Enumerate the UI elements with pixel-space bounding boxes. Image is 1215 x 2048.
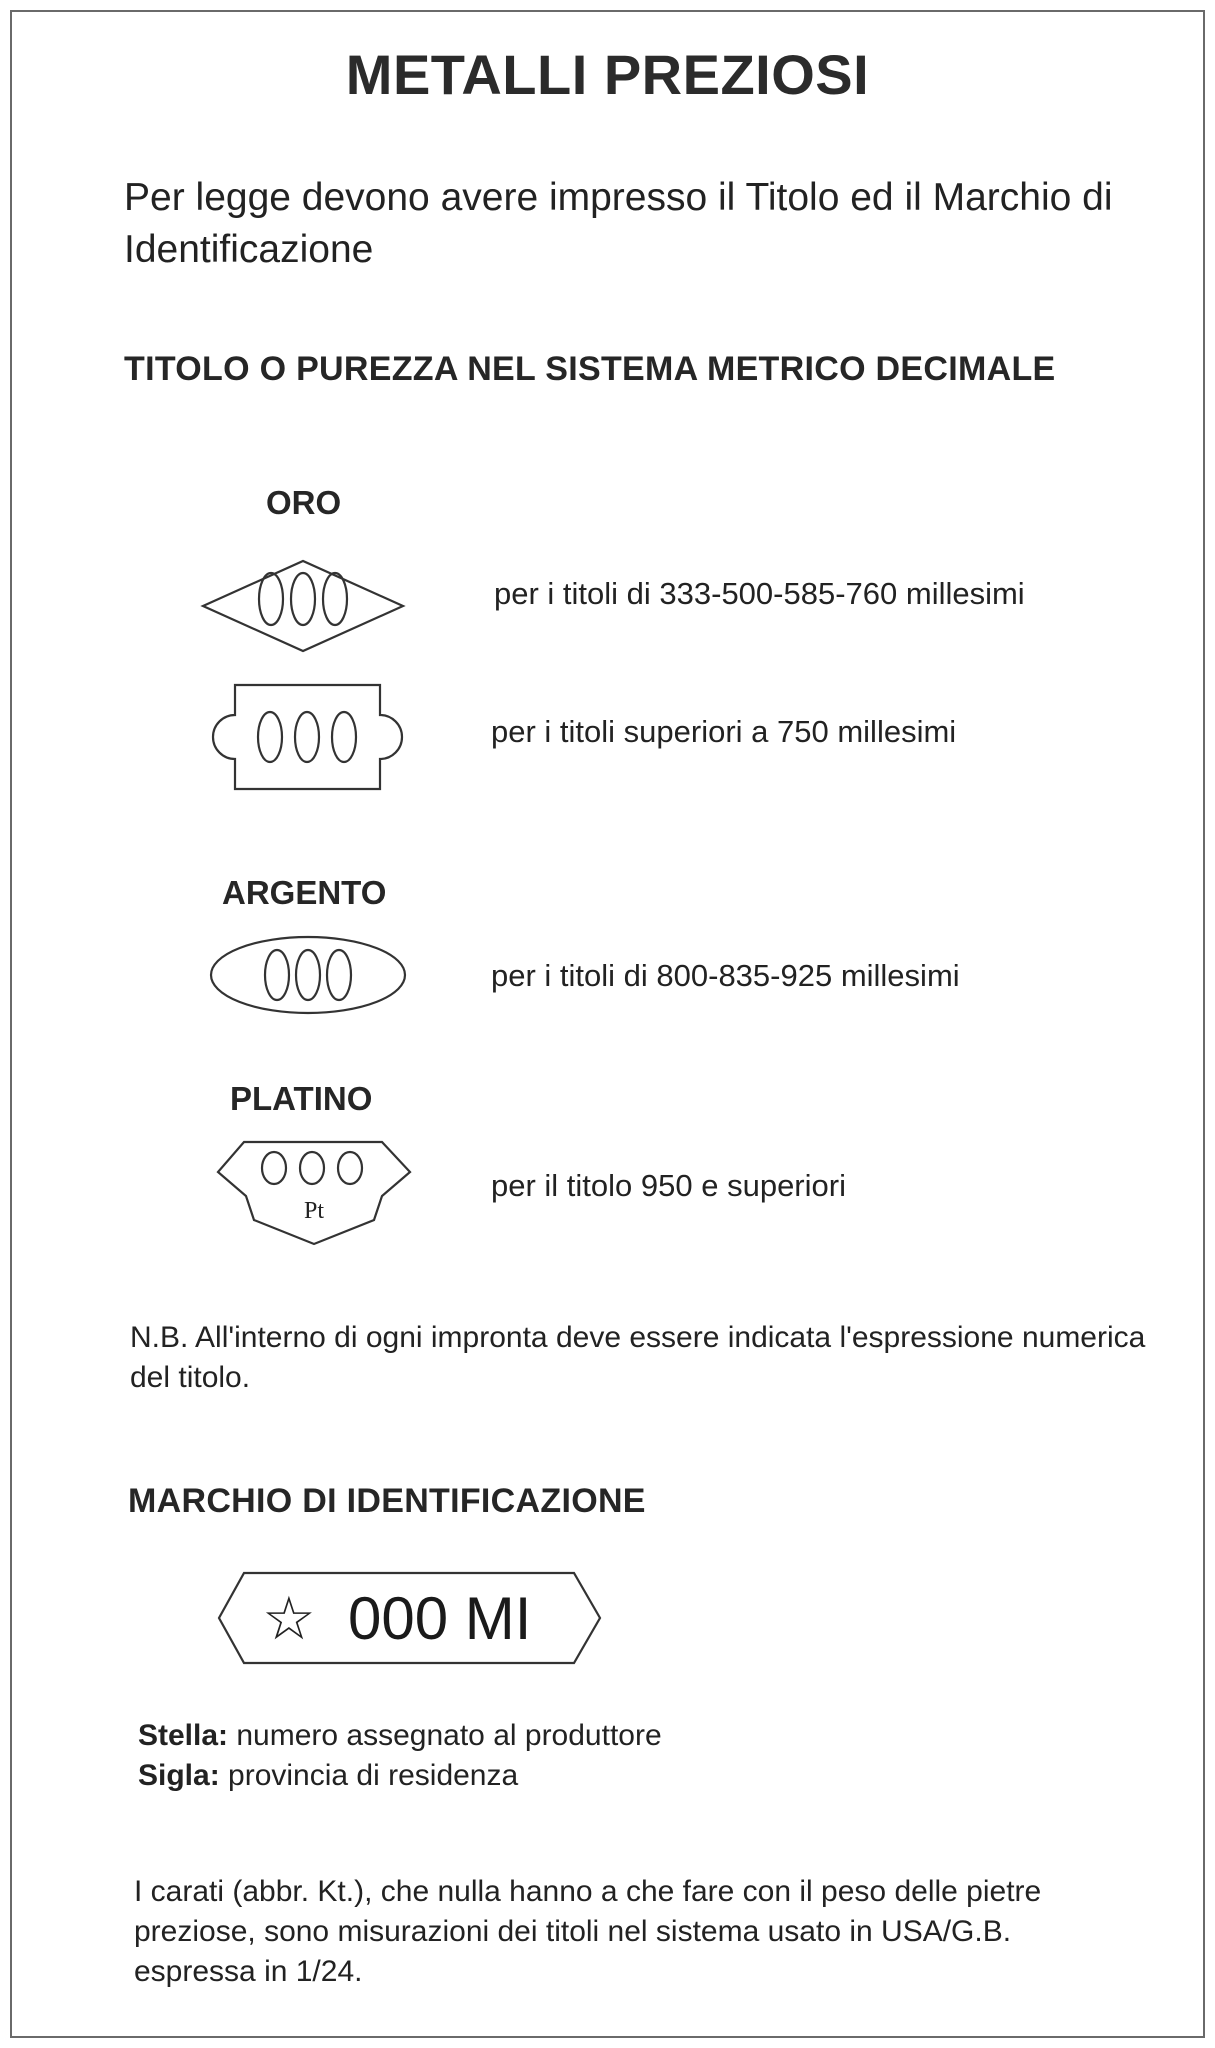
legend-stella-text: numero assegnato al produttore — [228, 1719, 662, 1752]
oro-hallmark-rounded-icon — [206, 682, 412, 792]
legend-stella-label: Stella: — [138, 1719, 229, 1752]
page-title: METALLI PREZIOSI — [345, 43, 870, 106]
legend-sigla-text: provincia di residenza — [219, 1759, 519, 1792]
metal-label-oro: ORO — [266, 484, 342, 521]
section-heading-titolo: TITOLO O PUREZZA NEL SISTEMA METRICO DECIMALE — [124, 350, 1056, 388]
intro-text: Per legge devono avere impresso il Titolo ed il Marchio di Identificazione — [124, 176, 1113, 271]
platino-hallmark-text: Pt — [303, 1198, 325, 1224]
platino-desc: per il titolo 950 e superiori — [491, 1168, 846, 1203]
star-icon: ☆ — [262, 1584, 316, 1654]
marchio-code: 000 MI — [348, 1585, 532, 1652]
legend-sigla — [138, 1756, 518, 1796]
metal-label-platino: PLATINO — [230, 1080, 373, 1117]
platino-hallmark-icon — [214, 1138, 414, 1248]
oro-hallmark-diamond-icon — [200, 558, 406, 654]
legend-stella — [138, 1716, 662, 1756]
legend-sigla-label: Sigla: — [138, 1759, 220, 1792]
carati-note: I carati (abbr. Kt.), che nulla hanno a che fare con il peso delle pietre preziose, sono misurazioni dei titoli nel sistema usato in USA/G.B. espressa in 1/24. — [134, 1875, 1042, 1988]
oro-desc-2: per i titoli superiori a 750 millesimi — [491, 714, 957, 749]
section-heading-marchio: MARCHIO DI IDENTIFICAZIONE — [128, 1482, 646, 1520]
argento-hallmark-oval-icon — [208, 934, 408, 1016]
nb-note: N.B. All'interno di ogni impronta deve essere indicata l'espressione numerica del titolo. — [130, 1321, 1146, 1394]
metal-label-argento: ARGENTO — [222, 874, 387, 911]
oro-desc-1: per i titoli di 333-500-585-760 millesimi — [494, 576, 1025, 611]
argento-desc: per i titoli di 800-835-925 millesimi — [491, 958, 960, 993]
